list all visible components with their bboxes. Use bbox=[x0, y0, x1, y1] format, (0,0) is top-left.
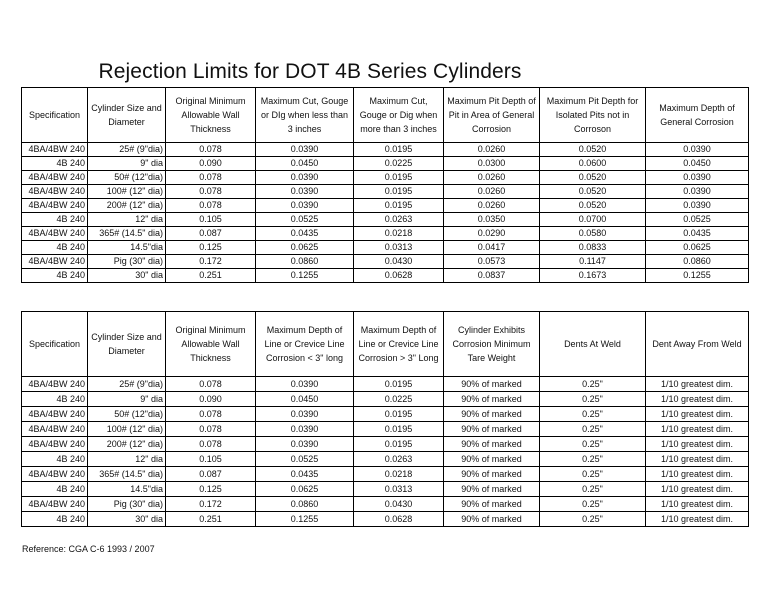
table-row bbox=[22, 452, 749, 467]
cell-specification: 4BA/4BW 240 bbox=[22, 255, 88, 269]
cell-wall-thickness: 0.078 bbox=[166, 143, 256, 157]
cell-line-corrosion-short: 0.0525 bbox=[256, 452, 354, 467]
cell-cylinder-size: 200# (12" dia) bbox=[88, 437, 166, 452]
cell-specification: 4B 240 bbox=[22, 241, 88, 255]
cell-line-corrosion-short: 0.0390 bbox=[256, 407, 354, 422]
cell-pit-isolated: 0.1147 bbox=[540, 255, 646, 269]
cell-cylinder-size: 200# (12" dia) bbox=[88, 199, 166, 213]
cell-cylinder-size: 50# (12"dia) bbox=[88, 171, 166, 185]
cell-general-corrosion: 0.0625 bbox=[646, 241, 749, 255]
table-row bbox=[22, 467, 749, 482]
table-row bbox=[22, 199, 749, 213]
cell-specification: 4BA/4BW 240 bbox=[22, 185, 88, 199]
cell-pit-isolated: 0.0520 bbox=[540, 185, 646, 199]
cell-specification: 4B 240 bbox=[22, 269, 88, 283]
cell-line-corrosion-long: 0.0628 bbox=[354, 512, 444, 527]
cell-cylinder-size: 30" dia bbox=[88, 269, 166, 283]
page-title: Rejection Limits for DOT 4B Series Cylinders bbox=[98, 60, 522, 83]
cell-dents-at-weld: 0.25" bbox=[540, 482, 646, 497]
cell-general-corrosion: 0.0390 bbox=[646, 199, 749, 213]
cell-specification: 4BA/4BW 240 bbox=[22, 467, 88, 482]
cell-dents-at-weld: 0.25" bbox=[540, 497, 646, 512]
cell-wall-thickness: 0.078 bbox=[166, 171, 256, 185]
cell-cut-less-3in: 0.0450 bbox=[256, 157, 354, 171]
cell-specification: 4B 240 bbox=[22, 512, 88, 527]
cell-line-corrosion-long: 0.0430 bbox=[354, 497, 444, 512]
cell-wall-thickness: 0.090 bbox=[166, 392, 256, 407]
table-row bbox=[22, 227, 749, 241]
header-cut-less-3in: Maximum Cut, Gouge or DIg when less than 3 inches bbox=[256, 88, 354, 143]
header-specification: Specification bbox=[22, 88, 88, 143]
cell-cylinder-size: 14.5"dia bbox=[88, 241, 166, 255]
table-header-row bbox=[22, 312, 749, 377]
header-tare-weight: Cylinder Exhibits Corrosion Minimum Tare Weight bbox=[444, 312, 540, 377]
cell-wall-thickness: 0.105 bbox=[166, 213, 256, 227]
table-row bbox=[22, 497, 749, 512]
cell-cut-more-3in: 0.0195 bbox=[354, 185, 444, 199]
cell-tare-weight: 90% of marked bbox=[444, 407, 540, 422]
cell-tare-weight: 90% of marked bbox=[444, 497, 540, 512]
table-row bbox=[22, 241, 749, 255]
cell-dents-at-weld: 0.25" bbox=[540, 452, 646, 467]
table-row bbox=[22, 143, 749, 157]
cell-cut-more-3in: 0.0218 bbox=[354, 227, 444, 241]
cell-pit-isolated: 0.0700 bbox=[540, 213, 646, 227]
cell-dent-away-weld: 1/10 greatest dim. bbox=[646, 482, 749, 497]
cell-cylinder-size: 100# (12" dia) bbox=[88, 422, 166, 437]
cell-pit-isolated: 0.1673 bbox=[540, 269, 646, 283]
cell-wall-thickness: 0.251 bbox=[166, 269, 256, 283]
cell-general-corrosion: 0.0390 bbox=[646, 143, 749, 157]
cell-cut-less-3in: 0.0525 bbox=[256, 213, 354, 227]
cell-general-corrosion: 0.0450 bbox=[646, 157, 749, 171]
cell-pit-isolated: 0.0520 bbox=[540, 171, 646, 185]
cell-pit-general: 0.0290 bbox=[444, 227, 540, 241]
cell-pit-general: 0.0300 bbox=[444, 157, 540, 171]
cell-dents-at-weld: 0.25" bbox=[540, 392, 646, 407]
cell-specification: 4B 240 bbox=[22, 157, 88, 171]
header-specification: Specification bbox=[22, 312, 88, 377]
cell-pit-isolated: 0.0600 bbox=[540, 157, 646, 171]
cell-dent-away-weld: 1/10 greatest dim. bbox=[646, 497, 749, 512]
cell-dent-away-weld: 1/10 greatest dim. bbox=[646, 512, 749, 527]
cell-pit-general: 0.0573 bbox=[444, 255, 540, 269]
cell-specification: 4BA/4BW 240 bbox=[22, 377, 88, 392]
cell-tare-weight: 90% of marked bbox=[444, 512, 540, 527]
cell-specification: 4BA/4BW 240 bbox=[22, 437, 88, 452]
cell-cut-more-3in: 0.0313 bbox=[354, 241, 444, 255]
cell-specification: 4BA/4BW 240 bbox=[22, 422, 88, 437]
cell-pit-general: 0.0260 bbox=[444, 199, 540, 213]
cell-tare-weight: 90% of marked bbox=[444, 422, 540, 437]
cell-cylinder-size: 9" dia bbox=[88, 392, 166, 407]
cell-cut-less-3in: 0.1255 bbox=[256, 269, 354, 283]
cell-general-corrosion: 0.0390 bbox=[646, 185, 749, 199]
cell-line-corrosion-short: 0.1255 bbox=[256, 512, 354, 527]
cell-wall-thickness: 0.251 bbox=[166, 512, 256, 527]
header-general-corrosion: Maximum Depth of General Corrosion bbox=[646, 88, 749, 143]
cell-dents-at-weld: 0.25" bbox=[540, 377, 646, 392]
cell-cylinder-size: Pig (30" dia) bbox=[88, 497, 166, 512]
cell-cut-less-3in: 0.0435 bbox=[256, 227, 354, 241]
header-line-corrosion-short: Maximum Depth of Line or Crevice Line Corrosion < 3" long bbox=[256, 312, 354, 377]
cell-pit-isolated: 0.0520 bbox=[540, 143, 646, 157]
cell-wall-thickness: 0.078 bbox=[166, 437, 256, 452]
cell-cylinder-size: 12" dia bbox=[88, 452, 166, 467]
header-pit-general: Maximum Pit Depth of Pit in Area of General Corrosion bbox=[444, 88, 540, 143]
cell-specification: 4BA/4BW 240 bbox=[22, 171, 88, 185]
table-row bbox=[22, 157, 749, 171]
cell-line-corrosion-short: 0.0450 bbox=[256, 392, 354, 407]
table-row bbox=[22, 437, 749, 452]
table-row bbox=[22, 185, 749, 199]
cell-tare-weight: 90% of marked bbox=[444, 392, 540, 407]
cell-wall-thickness: 0.172 bbox=[166, 497, 256, 512]
cell-tare-weight: 90% of marked bbox=[444, 467, 540, 482]
cell-cylinder-size: 25# (9"dia) bbox=[88, 143, 166, 157]
cell-specification: 4BA/4BW 240 bbox=[22, 227, 88, 241]
cell-pit-general: 0.0260 bbox=[444, 185, 540, 199]
cell-wall-thickness: 0.125 bbox=[166, 482, 256, 497]
cell-line-corrosion-long: 0.0195 bbox=[354, 422, 444, 437]
cell-cylinder-size: 9" dia bbox=[88, 157, 166, 171]
cell-line-corrosion-long: 0.0225 bbox=[354, 392, 444, 407]
cell-line-corrosion-short: 0.0435 bbox=[256, 467, 354, 482]
cell-cylinder-size: 30" dia bbox=[88, 512, 166, 527]
cell-wall-thickness: 0.087 bbox=[166, 467, 256, 482]
header-line-corrosion-long: Maximum Depth of Line or Crevice Line Corrosion > 3" Long bbox=[354, 312, 444, 377]
cell-cut-more-3in: 0.0195 bbox=[354, 143, 444, 157]
cell-dents-at-weld: 0.25" bbox=[540, 437, 646, 452]
cell-dent-away-weld: 1/10 greatest dim. bbox=[646, 377, 749, 392]
cell-line-corrosion-long: 0.0195 bbox=[354, 407, 444, 422]
cell-dent-away-weld: 1/10 greatest dim. bbox=[646, 467, 749, 482]
cell-tare-weight: 90% of marked bbox=[444, 482, 540, 497]
cell-wall-thickness: 0.087 bbox=[166, 227, 256, 241]
cell-line-corrosion-short: 0.0860 bbox=[256, 497, 354, 512]
cell-cut-more-3in: 0.0225 bbox=[354, 157, 444, 171]
cell-cut-less-3in: 0.0390 bbox=[256, 185, 354, 199]
cell-cylinder-size: 50# (12"dia) bbox=[88, 407, 166, 422]
cell-general-corrosion: 0.0390 bbox=[646, 171, 749, 185]
cell-line-corrosion-short: 0.0390 bbox=[256, 422, 354, 437]
header-dent-away-weld: Dent Away From Weld bbox=[646, 312, 749, 377]
cell-pit-general: 0.0417 bbox=[444, 241, 540, 255]
cell-specification: 4B 240 bbox=[22, 452, 88, 467]
table-row bbox=[22, 255, 749, 269]
rejection-limits-table-1 bbox=[21, 87, 749, 283]
cell-line-corrosion-long: 0.0313 bbox=[354, 482, 444, 497]
cell-line-corrosion-long: 0.0195 bbox=[354, 377, 444, 392]
cell-cut-less-3in: 0.0390 bbox=[256, 199, 354, 213]
table-row bbox=[22, 377, 749, 392]
cell-line-corrosion-long: 0.0195 bbox=[354, 437, 444, 452]
cell-line-corrosion-short: 0.0390 bbox=[256, 437, 354, 452]
cell-cylinder-size: 100# (12" dia) bbox=[88, 185, 166, 199]
table-header-row bbox=[22, 88, 749, 143]
cell-wall-thickness: 0.090 bbox=[166, 157, 256, 171]
cell-dents-at-weld: 0.25" bbox=[540, 467, 646, 482]
rejection-limits-table-2 bbox=[21, 311, 749, 527]
cell-cut-more-3in: 0.0628 bbox=[354, 269, 444, 283]
header-cut-more-3in: Maximum Cut, Gouge or Dig when more than 3 inches bbox=[354, 88, 444, 143]
cell-cut-less-3in: 0.0860 bbox=[256, 255, 354, 269]
cell-specification: 4BA/4BW 240 bbox=[22, 497, 88, 512]
table-row bbox=[22, 392, 749, 407]
table-row bbox=[22, 512, 749, 527]
cell-tare-weight: 90% of marked bbox=[444, 437, 540, 452]
cell-specification: 4BA/4BW 240 bbox=[22, 407, 88, 422]
cell-line-corrosion-short: 0.0390 bbox=[256, 377, 354, 392]
cell-wall-thickness: 0.172 bbox=[166, 255, 256, 269]
header-cylinder-size: Cylinder Size and Diameter bbox=[88, 312, 166, 377]
cell-pit-isolated: 0.0833 bbox=[540, 241, 646, 255]
cell-dents-at-weld: 0.25" bbox=[540, 512, 646, 527]
cell-cylinder-size: 365# (14.5" dia) bbox=[88, 467, 166, 482]
cell-tare-weight: 90% of marked bbox=[444, 452, 540, 467]
cell-specification: 4BA/4BW 240 bbox=[22, 143, 88, 157]
header-wall-thickness: Original Minimum Allowable Wall Thickness bbox=[166, 312, 256, 377]
header-dents-at-weld: Dents At Weld bbox=[540, 312, 646, 377]
table-row bbox=[22, 482, 749, 497]
cell-cylinder-size: 365# (14.5" dia) bbox=[88, 227, 166, 241]
cell-cylinder-size: 12" dia bbox=[88, 213, 166, 227]
cell-cut-more-3in: 0.0195 bbox=[354, 199, 444, 213]
cell-specification: 4B 240 bbox=[22, 213, 88, 227]
cell-cut-less-3in: 0.0390 bbox=[256, 143, 354, 157]
cell-general-corrosion: 0.0435 bbox=[646, 227, 749, 241]
cell-pit-general: 0.0260 bbox=[444, 171, 540, 185]
cell-cut-less-3in: 0.0625 bbox=[256, 241, 354, 255]
header-cylinder-size: Cylinder Size and Diameter bbox=[88, 88, 166, 143]
cell-wall-thickness: 0.078 bbox=[166, 377, 256, 392]
cell-cylinder-size: 14.5"dia bbox=[88, 482, 166, 497]
cell-line-corrosion-long: 0.0218 bbox=[354, 467, 444, 482]
cell-general-corrosion: 0.1255 bbox=[646, 269, 749, 283]
cell-line-corrosion-long: 0.0263 bbox=[354, 452, 444, 467]
cell-pit-isolated: 0.0520 bbox=[540, 199, 646, 213]
cell-cylinder-size: 25# (9"dia) bbox=[88, 377, 166, 392]
cell-pit-isolated: 0.0580 bbox=[540, 227, 646, 241]
cell-dent-away-weld: 1/10 greatest dim. bbox=[646, 452, 749, 467]
cell-tare-weight: 90% of marked bbox=[444, 377, 540, 392]
cell-cylinder-size: Pig (30" dia) bbox=[88, 255, 166, 269]
cell-cut-more-3in: 0.0430 bbox=[354, 255, 444, 269]
cell-wall-thickness: 0.125 bbox=[166, 241, 256, 255]
cell-dent-away-weld: 1/10 greatest dim. bbox=[646, 437, 749, 452]
cell-dent-away-weld: 1/10 greatest dim. bbox=[646, 392, 749, 407]
table-row bbox=[22, 422, 749, 437]
cell-dent-away-weld: 1/10 greatest dim. bbox=[646, 422, 749, 437]
cell-specification: 4BA/4BW 240 bbox=[22, 199, 88, 213]
table-row bbox=[22, 213, 749, 227]
cell-wall-thickness: 0.078 bbox=[166, 199, 256, 213]
cell-wall-thickness: 0.105 bbox=[166, 452, 256, 467]
cell-general-corrosion: 0.0860 bbox=[646, 255, 749, 269]
cell-pit-general: 0.0260 bbox=[444, 143, 540, 157]
reference-note: Reference: CGA C-6 1993 / 2007 bbox=[22, 544, 155, 554]
cell-cut-more-3in: 0.0195 bbox=[354, 171, 444, 185]
cell-wall-thickness: 0.078 bbox=[166, 407, 256, 422]
table-row bbox=[22, 407, 749, 422]
cell-pit-general: 0.0837 bbox=[444, 269, 540, 283]
cell-wall-thickness: 0.078 bbox=[166, 422, 256, 437]
cell-dents-at-weld: 0.25" bbox=[540, 407, 646, 422]
cell-dents-at-weld: 0.25" bbox=[540, 422, 646, 437]
cell-specification: 4B 240 bbox=[22, 392, 88, 407]
header-wall-thickness: Original Minimum Allowable Wall Thickness bbox=[166, 88, 256, 143]
cell-cut-less-3in: 0.0390 bbox=[256, 171, 354, 185]
cell-dent-away-weld: 1/10 greatest dim. bbox=[646, 407, 749, 422]
cell-pit-general: 0.0350 bbox=[444, 213, 540, 227]
cell-wall-thickness: 0.078 bbox=[166, 185, 256, 199]
table-row bbox=[22, 269, 749, 283]
cell-general-corrosion: 0.0525 bbox=[646, 213, 749, 227]
table-row bbox=[22, 171, 749, 185]
cell-specification: 4B 240 bbox=[22, 482, 88, 497]
cell-line-corrosion-short: 0.0625 bbox=[256, 482, 354, 497]
cell-cut-more-3in: 0.0263 bbox=[354, 213, 444, 227]
header-pit-isolated: Maximum Pit Depth for Isolated Pits not in Corroson bbox=[540, 88, 646, 143]
